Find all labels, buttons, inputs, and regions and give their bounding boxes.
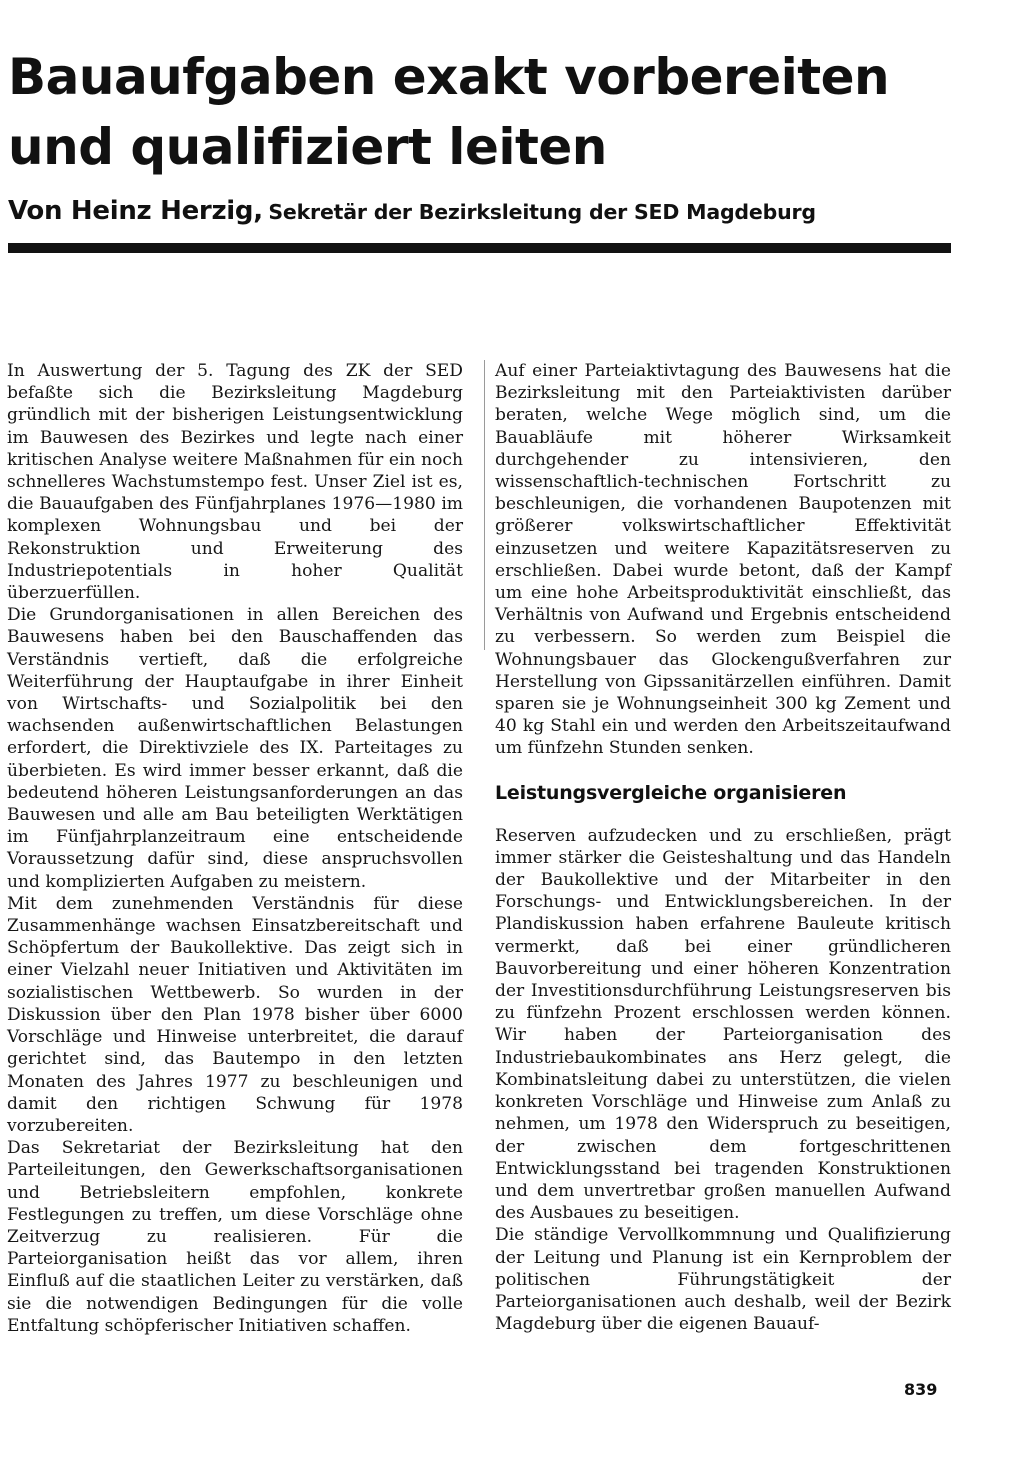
byline-role: Sekretär der Bezirksleitung der SED Magdeburg bbox=[268, 200, 816, 224]
byline-author: Von Heinz Herzig, bbox=[8, 196, 263, 226]
byline bbox=[8, 196, 968, 226]
right-paragraph-1: Auf einer Parteiaktivtagung des Bauwesens hat die Bezirksleitung mit den Parteiaktivisten darüber beraten, welche Wege möglich sind, um die Bauabläufe mit höherer Wirksamkeit durchgehender zu intensivieren, den wissenschaftlich-technischen Fortschritt zu beschleunigen, die vorhandenen Baupotenzen mit größerer volkswirtschaftlicher Effektivität einzusetzen und weitere Kapazitätsreserven zu erschließen. Dabei wurde betont, daß der Kampf um eine hohe Arbeitsproduktivität einschließt, das Verhältnis von Aufwand und Ergebnis entscheidend zu verbessern. So werden zum Beispiel die Wohnungsbauer das Glockengußverfahren zur Herstellung von Gipssanitärzellen einführen. Damit sparen sie je Wohnungseinheit 300 kg Zement und 40 kg Stahl ein und werden den Arbeitszeitaufwand um fünfzehn Stunden senken. bbox=[495, 361, 951, 759]
left-paragraph-3: Mit dem zunehmenden Verständnis für diese Zusammenhänge wachsen Einsatzbereitschaft und Schöpfertum der Baukollektive. Das zeigt sich in einer Vielzahl neuer Initiativen und Aktivitäten im sozialistischen Wettbewerb. So wurden in der Diskussion über den Plan 1978 bisher über 6000 Vorschläge und Hinweise unterbreitet, die darauf gerichtet sind, das Bautempo in den letzten Monaten des Jahres 1977 zu beschleunigen und damit den richtigen Schwung für 1978 vorzubereiten. bbox=[7, 893, 463, 1136]
title-rule bbox=[8, 243, 951, 253]
page-number: 839 bbox=[904, 1380, 938, 1399]
article-title: Bauaufgaben exakt vorbereiten und qualifiziert leiten bbox=[8, 48, 890, 176]
left-paragraph-2: Die Grundorganisationen in allen Bereichen des Bauwesens haben bei den Bauschaffenden das Verständnis vertieft, daß die erfolgreiche Weiterführung der Hauptaufgabe in ihrer Einheit von Wirtschafts- und Sozialpolitik bei den wachsenden außenwirtschaftlichen Belastungen erfordert, die Direktivziele des IX. Parteitages zu überbieten. Es wird immer besser erkannt, daß die bedeutend höheren Leistungsanforderungen an das Bauwesen und alle am Bau beteiligten Werktätigen im Fünfjahrplanzeitraum eine entscheidende Voraussetzung dafür sind, diese anspruchsvollen und komplizierten Aufgaben zu meistern. bbox=[7, 605, 463, 892]
right-paragraph-3: Die ständige Vervollkommnung und Qualifizierung der Leitung und Planung ist ein Kernproblem der politischen Führungstätigkeit der Parteiorganisationen auch deshalb, weil der Bezirk Magdeburg über die eigenen Bauauf- bbox=[495, 1225, 951, 1335]
section-subheading: Leistungsvergleiche organisieren bbox=[495, 781, 847, 804]
right-column bbox=[495, 360, 951, 1335]
left-column bbox=[7, 360, 463, 1337]
left-paragraph-4: Das Sekretariat der Bezirksleitung hat den Parteileitungen, den Gewerkschaftsorganisationen und Betriebsleitern empfohlen, konkrete Festlegungen zu treffen, um diese Vorschläge ohne Zeitverzug zu realisieren. Für die Parteiorganisation heißt das vor allem, ihren Einfluß auf die staatlichen Leiter zu verstärken, daß sie die notwendigen Bedingungen für die volle Entfaltung schöpferischer Initiativen schaffen. bbox=[7, 1138, 463, 1336]
right-paragraph-2: Reserven aufzudecken und zu erschließen, prägt immer stärker die Geisteshaltung und das Handeln der Baukollektive und der Mitarbeiter in den Forschungs- und Entwicklungsbereichen. In der Plandiskussion haben erfahrene Bauleute kritisch vermerkt, daß bei einer gründlicheren Bauvorbereitung und einer höheren Konzentration der Investitionsdurchführung Leistungsreserven bis zu fünfzehn Prozent erschlossen werden können. Wir haben der Parteiorganisation des Industriebaukombinates ans Herz gelegt, die Kombinatsleitung dabei zu unterstützen, die vielen konkreten Vorschläge und Hinweise zum Anlaß zu nehmen, um 1978 den Widerspruch zu beseitigen, der zwischen dem fortgeschrittenen Entwicklungsstand bei tragenden Konstruktionen und dem unvertretbar großen manuellen Aufwand des Ausbaues zu beseitigen. bbox=[495, 825, 951, 1224]
column-divider bbox=[484, 360, 485, 650]
left-paragraph-1: In Auswertung der 5. Tagung des ZK der SED befaßte sich die Bezirksleitung Magdeburg gründlich mit der bisherigen Leistungsentwicklung im Bauwesen des Bezirkes und legte nach einer kritischen Analyse weitere Maßnahmen für ein noch schnelleres Wachstumstempo fest. Unser Ziel ist es, die Bauaufgaben des Fünfjahrplanes 1976—1980 im komplexen Wohnungsbau und bei der Rekonstruktion und Erweiterung des Industriepotentials in hoher Qualität überzuerfüllen. bbox=[7, 361, 463, 604]
